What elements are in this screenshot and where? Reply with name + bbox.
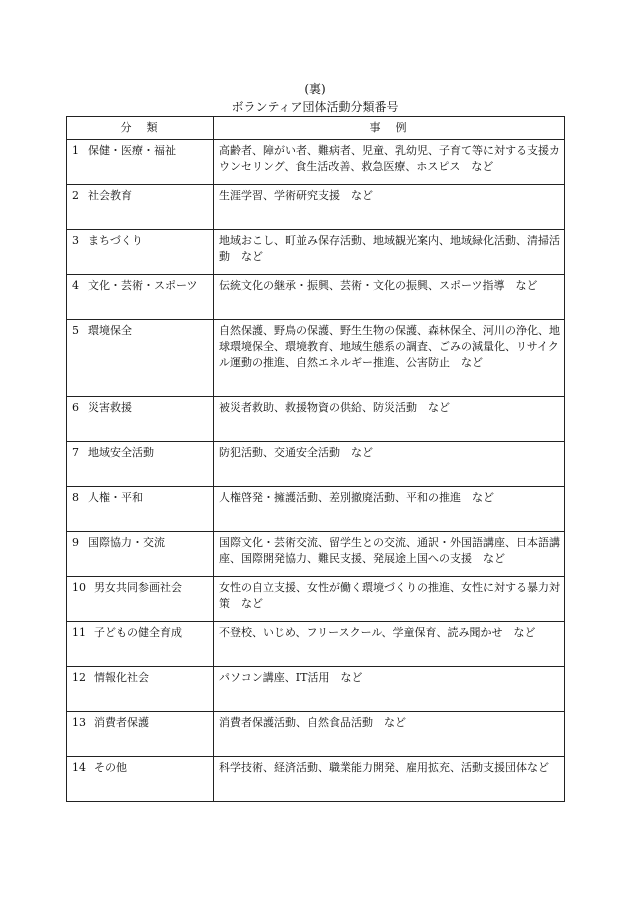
examples-cell: 人権啓発・擁護活動、差別撤廃活動、平和の推進 など [214, 487, 565, 532]
category-cell [67, 532, 214, 577]
table-row [67, 397, 565, 442]
category-cell [67, 712, 214, 757]
examples-cell: 防犯活動、交通安全活動 など [214, 442, 565, 487]
examples-cell: 不登校、いじめ、フリースクール、学童保育、読み聞かせ など [214, 622, 565, 667]
category-name: 消費者保護 [94, 716, 149, 729]
table-row [67, 577, 565, 622]
category-name: まちづくり [88, 234, 143, 247]
category-column-header: 分 類 [67, 117, 214, 140]
category-cell [67, 275, 214, 320]
table-row [67, 532, 565, 577]
table-row [67, 757, 565, 802]
category-number: 1 [72, 144, 79, 157]
table-row [67, 667, 565, 712]
examples-cell: 地域おこし、町並み保存活動、地域観光案内、地域緑化活動、清掃活動 など [214, 230, 565, 275]
category-name: 国際協力・交流 [88, 536, 165, 549]
category-number: 6 [72, 401, 79, 414]
category-number: 2 [72, 189, 79, 202]
table-row [67, 140, 565, 185]
category-cell [67, 442, 214, 487]
category-name: 文化・芸術・スポーツ [88, 279, 198, 292]
category-number: 9 [72, 536, 79, 549]
category-number: 10 [72, 581, 86, 594]
table-row [67, 712, 565, 757]
category-name: 子どもの健全育成 [94, 626, 182, 639]
category-cell [67, 230, 214, 275]
category-name: 地域安全活動 [88, 446, 154, 459]
category-number: 14 [72, 761, 86, 774]
table-row [67, 320, 565, 397]
examples-cell: 自然保護、野鳥の保護、野生生物の保護、森林保全、河川の浄化、地球環境保全、環境教育、地域生態系の調査、ごみの減量化、リサイクル運動の推進、自然エネルギー推進、公害防止 など [214, 320, 565, 397]
category-number: 8 [72, 491, 79, 504]
category-cell [67, 320, 214, 397]
category-name: 社会教育 [88, 189, 132, 202]
category-cell [67, 487, 214, 532]
examples-cell: 消費者保護活動、自然食品活動 など [214, 712, 565, 757]
category-cell [67, 185, 214, 230]
examples-cell: 被災者救助、救援物資の供給、防災活動 など [214, 397, 565, 442]
category-name: その他 [94, 761, 127, 774]
examples-cell: 生涯学習、学術研究支援 など [214, 185, 565, 230]
category-number: 13 [72, 716, 86, 729]
side-label: (裏) [304, 82, 326, 96]
examples-cell: 女性の自立支援、女性が働く環境づくりの推進、女性に対する暴力対策 など [214, 577, 565, 622]
category-name: 男女共同参画社会 [94, 581, 182, 594]
category-number: 12 [72, 671, 86, 684]
examples-cell: パソコン講座、IT活用 など [214, 667, 565, 712]
category-cell [67, 140, 214, 185]
classification-table [66, 116, 565, 802]
table-row [67, 275, 565, 320]
category-number: 5 [72, 324, 79, 337]
category-number: 7 [72, 446, 79, 459]
examples-cell: 国際文化・芸術交流、留学生との交流、通訳・外国語講座、日本語講座、国際開発協力、難民支援、発展途上国への支援 など [214, 532, 565, 577]
examples-cell: 高齢者、障がい者、難病者、児童、乳幼児、子育て等に対する支援カウンセリング、食生活改善、救急医療、ホスピス など [214, 140, 565, 185]
examples-column-header: 事 例 [214, 117, 565, 140]
category-number: 4 [72, 279, 79, 292]
category-number: 3 [72, 234, 79, 247]
category-name: 災害救援 [88, 401, 132, 414]
category-cell [67, 622, 214, 667]
category-name: 環境保全 [88, 324, 132, 337]
category-cell [67, 397, 214, 442]
table-row [67, 622, 565, 667]
page-title: ボランティア団体活動分類番号 [231, 100, 399, 114]
table-row [67, 442, 565, 487]
examples-cell: 伝統文化の継承・振興、芸術・文化の振興、スポーツ指導 など [214, 275, 565, 320]
category-name: 人権・平和 [88, 491, 143, 504]
table-row [67, 230, 565, 275]
category-cell [67, 577, 214, 622]
category-cell [67, 667, 214, 712]
category-cell [67, 757, 214, 802]
category-name: 情報化社会 [94, 671, 149, 684]
table-header-row [67, 117, 565, 140]
category-name: 保健・医療・福祉 [88, 144, 176, 157]
examples-cell: 科学技術、経済活動、職業能力開発、雇用拡充、活動支援団体など [214, 757, 565, 802]
table-row [67, 487, 565, 532]
category-number: 11 [72, 626, 86, 639]
table-row [67, 185, 565, 230]
